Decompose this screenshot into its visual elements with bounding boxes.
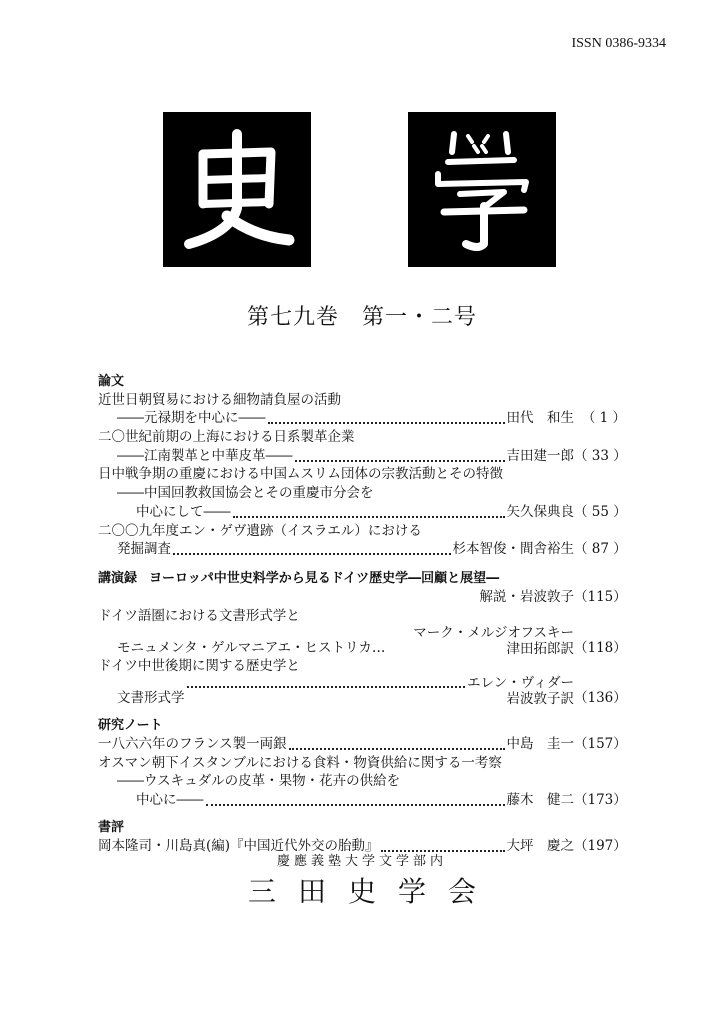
section-heading-ronbun: 論文 <box>98 374 125 389</box>
lecture-heading[interactable] <box>98 568 626 587</box>
article-entry[interactable] <box>98 409 626 428</box>
article-author: 藤木 健二 <box>506 792 574 808</box>
article-title[interactable] <box>98 465 626 484</box>
article-title-text: ドイツ中世後期に関する歴史学と <box>98 658 300 675</box>
article-entry[interactable] <box>98 675 626 707</box>
article-author: 杉本智俊・間舎裕生 <box>452 541 574 558</box>
article-subtitle: ――元禄期を中心に―― <box>117 410 266 427</box>
section-heading-notes: 研究ノート <box>98 718 163 734</box>
title-calligraphy-shi <box>163 112 311 267</box>
issn-number: ISSN 0386-9334 <box>571 36 666 51</box>
title-calligraphy-gaku <box>408 112 556 267</box>
lecture-commentator: 解説・岩波敦子 <box>479 588 574 605</box>
article-title-text: ドイツ語圏における文書形式学と <box>98 607 300 624</box>
article-page: （173） <box>574 792 627 808</box>
article-page: （ 55 ） <box>574 503 627 520</box>
article-entry[interactable] <box>98 540 626 559</box>
dot-leader <box>187 679 466 691</box>
dot-leader <box>233 509 505 521</box>
lecture-title: ヨーロッパ中世史料学から見るドイツ歴史学―回顧と展望― <box>149 571 500 587</box>
article-page: （ 87 ） <box>574 541 627 558</box>
article-page: （ 1 ） <box>581 410 626 427</box>
article-authors <box>413 625 574 657</box>
publisher-name: 三田史学会 <box>247 875 498 908</box>
article-title-text: 近世日朝貿易における細物請負屋の活動 <box>98 391 341 408</box>
article-entry[interactable] <box>98 734 626 753</box>
section-heading-lecture: 講演録 <box>98 571 138 587</box>
article-entry[interactable] <box>98 502 626 521</box>
article-title[interactable] <box>98 657 626 676</box>
article-author: 吉田建一郎 <box>506 447 574 464</box>
article-subtitle-line <box>98 772 626 791</box>
article-subtitle: 中心に―― <box>136 792 204 808</box>
section-heading-review: 書評 <box>98 820 125 835</box>
article-translator: 岩波敦子訳 <box>506 691 574 708</box>
article-subtitle: 発掘調査 <box>117 541 171 558</box>
article-subtitle: 文書形式学 <box>117 690 185 707</box>
lecture-credit[interactable] <box>98 587 626 606</box>
article-page: （115） <box>574 588 627 605</box>
article-author: 中島 圭一 <box>506 735 574 752</box>
article-subtitle: ――ウスキュダルの皮革・果物・花卉の供給を <box>117 773 401 790</box>
article-title[interactable] <box>98 427 626 446</box>
calligraphy-gaku-glyph <box>408 112 556 267</box>
article-title-text: 岡本隆司・川島真(編)『中国近代外交の胎動』 <box>98 837 379 854</box>
volume-number: 第七九巻 第一・二号 <box>246 305 477 330</box>
dot-leader <box>173 546 451 558</box>
article-subtitle: モニュメンタ・ゲルマニアエ・ヒストリカ… <box>117 639 386 656</box>
article-title-text: 二〇世紀前期の上海における日系製革企業 <box>98 429 355 446</box>
article-title-text: 二〇〇九年度エン・ゲヴ遺跡（イスラエル）における <box>98 522 422 539</box>
article-author: マーク・メルジオフスキー <box>413 624 574 641</box>
article-title-text: 日中戦争期の重慶における中国ムスリム団体の宗教活動とその特徴 <box>98 466 503 483</box>
article-subtitle: ――江南製革と中華皮革―― <box>117 447 293 464</box>
table-of-contents <box>98 373 626 855</box>
article-title[interactable] <box>98 753 626 772</box>
calligraphy-shi-glyph <box>163 112 311 267</box>
article-title[interactable] <box>98 606 626 625</box>
article-page: （136） <box>574 690 627 707</box>
article-author: 大坪 慶之 <box>506 837 574 854</box>
article-author: 田代 和生 <box>506 410 574 427</box>
dot-leader <box>268 415 505 427</box>
dot-leader <box>206 797 505 809</box>
dot-leader <box>295 453 505 465</box>
article-author: 矢久保典良 <box>506 503 574 520</box>
article-entry[interactable] <box>98 625 626 657</box>
article-authors <box>467 675 574 707</box>
article-subtitle: 中心にして―― <box>136 503 231 520</box>
article-subtitle: ――中国回教救国協会とその重慶市分会を <box>117 485 374 502</box>
publisher-affiliation: 慶應義塾大学文学部内 <box>276 854 447 869</box>
article-title-text: 一八六六年のフランス製一両銀 <box>98 735 287 752</box>
article-page: （118） <box>574 639 627 656</box>
article-subtitle-line <box>98 483 626 502</box>
article-page: （157） <box>574 735 627 752</box>
article-entry[interactable] <box>98 446 626 465</box>
article-title[interactable] <box>98 390 626 409</box>
article-page: （197） <box>574 837 627 854</box>
dot-leader <box>289 741 505 753</box>
article-page: （ 33 ） <box>574 447 627 464</box>
article-title-text: オスマン朝下イスタンブルにおける食料・物資供給に関する一考察 <box>98 754 502 771</box>
article-author: エレン・ヴィダー <box>467 675 574 692</box>
article-translator: 津田拓郎訳 <box>506 640 574 657</box>
article-entry[interactable] <box>98 790 626 809</box>
article-title[interactable] <box>98 521 626 540</box>
